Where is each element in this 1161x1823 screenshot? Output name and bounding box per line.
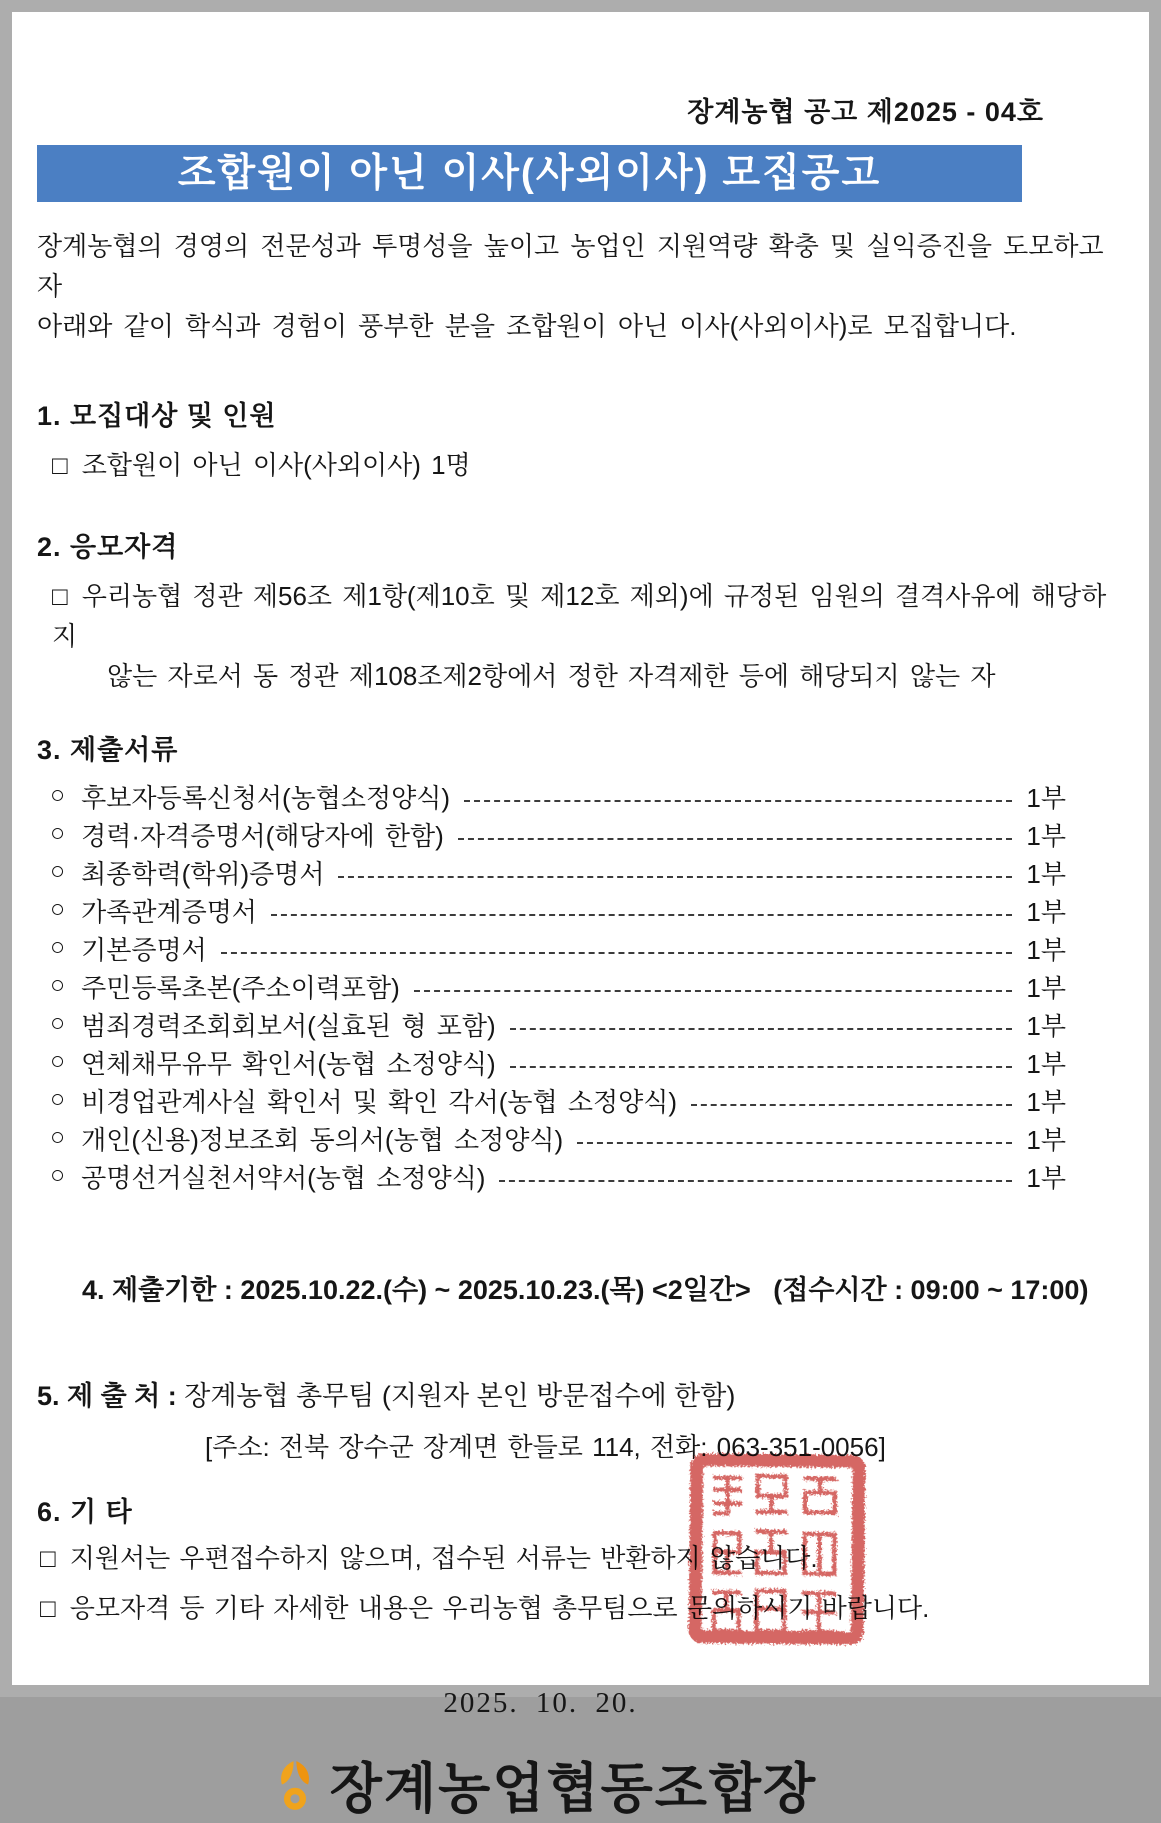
- section-5-label: 5. 제 출 처 :: [37, 1381, 185, 1411]
- section-2-heading: 2. 응모자격: [37, 532, 179, 562]
- document-name: 개인(신용)정보조회 동의서(농협 소정양식): [81, 1124, 564, 1155]
- document-name: 비경업관계사실 확인서 및 확인 각서(농협 소정양식): [81, 1086, 677, 1117]
- section-2-item-line2: 않는 자로서 동 정관 제108조제2항에서 정한 자격제한 등에 해당되지 않는 자: [107, 661, 996, 691]
- document-copies: 1부: [1026, 820, 1066, 851]
- document-copies: 1부: [1026, 782, 1066, 813]
- document-row: [50, 891, 1124, 929]
- document-row: [50, 853, 1124, 891]
- circle-bullet-icon: ○: [50, 1160, 66, 1189]
- document-name: 가족관계증명서: [81, 896, 257, 927]
- circle-bullet-icon: ○: [50, 894, 66, 923]
- section-eligibility: [37, 525, 1124, 696]
- document-row: [50, 1081, 1124, 1119]
- document-name: 기본증명서: [81, 934, 207, 965]
- document-copies: 1부: [1026, 934, 1066, 965]
- title-banner: [37, 145, 1022, 202]
- document-row: [50, 1043, 1124, 1081]
- circle-bullet-icon: ○: [50, 856, 66, 885]
- dotted-leader: [464, 791, 1012, 802]
- circle-bullet-icon: ○: [50, 818, 66, 847]
- section-6-item-text: 응모자격 등 기타 자세한 내용은 우리농협 총무팀으로 문의하시기 바랍니다.: [69, 1593, 930, 1623]
- section-6-heading: 6. 기 타: [37, 1497, 133, 1527]
- dotted-leader: [458, 829, 1013, 840]
- dotted-leader: [414, 981, 1013, 992]
- section-recruit-target: [37, 394, 1124, 485]
- page-title: 조합원이 아닌 이사(사외이사) 모집공고: [177, 152, 882, 195]
- document-row: [50, 777, 1124, 815]
- section-1-heading: 1. 모집대상 및 인원: [37, 401, 277, 431]
- section-misc: [37, 1490, 1124, 1629]
- section-6-item: [40, 1587, 1124, 1629]
- document-copies: 1부: [1026, 1010, 1066, 1041]
- circle-bullet-icon: ○: [50, 970, 66, 999]
- document-row: [50, 1157, 1124, 1195]
- document-row: [50, 1005, 1124, 1043]
- document-name: 후보자등록신청서(농협소정양식): [81, 782, 451, 813]
- intro-line-1: 장계농협의 경영의 전문성과 투명성을 높이고 농업인 지원역량 확충 및 실익증진을 도모하고자: [37, 231, 1104, 301]
- document-list: [37, 777, 1124, 1195]
- dotted-leader: [338, 867, 1012, 878]
- section-submission-place: [37, 1374, 1124, 1464]
- section-2-item: [52, 576, 1124, 696]
- circle-bullet-icon: ○: [50, 780, 66, 809]
- section-4-line: 4. 제출기한 : 2025.10.22.(수) ~ 2025.10.23.(목) <2일간> (접수시간 : 09:00 ~ 17:00): [82, 1275, 1089, 1305]
- dotted-leader: [510, 1057, 1013, 1068]
- section-2-item-line1: 우리농협 정관 제56조 제1항(제10호 및 제12호 제외)에 규정된 임원의 결격사유에 해당하지: [52, 581, 1107, 651]
- document-row: [50, 815, 1124, 853]
- document-name: 주민등록초본(주소이력포함): [81, 972, 400, 1003]
- document-name: 경력·자격증명서(해당자에 한함): [81, 820, 444, 851]
- signature-row: [0, 1746, 1113, 1823]
- section-5-address: [주소: 전북 장수군 장계면 한들로 114, 전화: 063-351-0056]: [205, 1432, 886, 1462]
- dotted-leader: [271, 905, 1013, 916]
- document-name: 범죄경력조회회보서(실효된 형 포함): [81, 1010, 496, 1041]
- section-3-heading: 3. 제출서류: [37, 735, 179, 765]
- document-copies: 1부: [1026, 896, 1066, 927]
- nh-sprout-logo-icon: [272, 1759, 318, 1811]
- document-copies: 1부: [1026, 972, 1066, 1003]
- document-copies: 1부: [1026, 1124, 1066, 1155]
- section-documents: [37, 728, 1124, 1195]
- document-name: 공명선거실천서약서(농협 소정양식): [81, 1162, 486, 1193]
- circle-bullet-icon: ○: [50, 1008, 66, 1037]
- section-6-item: [40, 1537, 1124, 1579]
- document-copies: 1부: [1026, 1162, 1066, 1193]
- section-5-line: [37, 1374, 1124, 1413]
- checkbox-icon: □: [52, 581, 68, 611]
- dotted-leader: [221, 943, 1013, 954]
- dotted-leader: [510, 1019, 1013, 1030]
- document-row: [50, 967, 1124, 1005]
- circle-bullet-icon: ○: [50, 932, 66, 961]
- document-row: [50, 929, 1124, 967]
- signer-name: 장계농업협동조합장: [329, 1759, 818, 1819]
- section-1-item-text: 조합원이 아닌 이사(사외이사) 1명: [81, 450, 471, 480]
- dotted-leader: [577, 1133, 1012, 1144]
- section-deadline: [37, 1237, 1124, 1338]
- checkbox-icon: □: [40, 1593, 56, 1623]
- circle-bullet-icon: ○: [50, 1122, 66, 1151]
- document-sheet: [12, 12, 1149, 1819]
- document-copies: 1부: [1026, 858, 1066, 889]
- document-copies: 1부: [1026, 1086, 1066, 1117]
- circle-bullet-icon: ○: [50, 1084, 66, 1113]
- section-5-value: 장계농협 총무팀 (지원자 본인 방문접수에 한함): [184, 1381, 736, 1411]
- checkbox-icon: □: [40, 1543, 56, 1573]
- checkbox-icon: □: [52, 450, 68, 480]
- dotted-leader: [691, 1095, 1012, 1106]
- document-name: 연체채무유무 확인서(농협 소정양식): [81, 1048, 496, 1079]
- announcement-date: 2025. 10. 20.: [443, 1687, 638, 1719]
- dotted-leader: [499, 1171, 1012, 1182]
- document-name: 최종학력(학위)증명서: [81, 858, 325, 889]
- intro-line-2: 아래와 같이 학식과 경험이 풍부한 분을 조합원이 아닌 이사(사외이사)로 모집합니다.: [37, 311, 1017, 341]
- circle-bullet-icon: ○: [50, 1046, 66, 1075]
- document-row: [50, 1119, 1124, 1157]
- section-6-item-text: 지원서는 우편접수하지 않으며, 접수된 서류는 반환하지 않습니다.: [69, 1543, 818, 1573]
- section-1-item: [52, 445, 1124, 485]
- notice-number: 장계농협 공고 제2025 - 04호: [687, 97, 1044, 127]
- document-copies: 1부: [1026, 1048, 1066, 1079]
- intro-paragraph: [37, 226, 1119, 346]
- official-red-seal-stamp: [687, 1451, 867, 1647]
